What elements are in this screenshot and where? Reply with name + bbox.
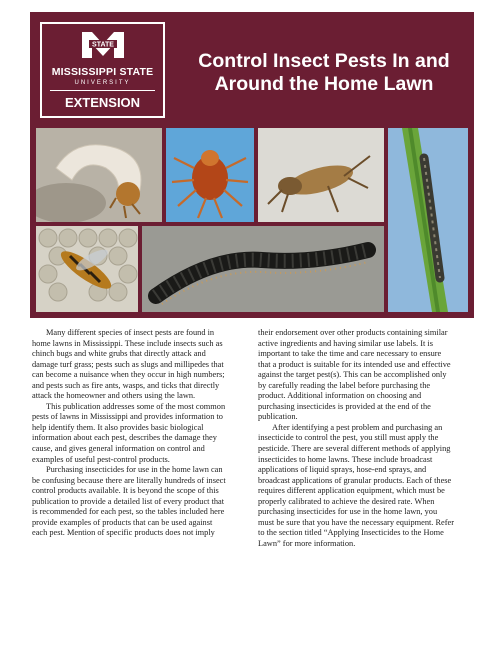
millipede-photo (142, 226, 384, 312)
emblem-text: STATE (92, 41, 114, 49)
paragraph: This publication addresses some of the most common pests of lawns in Mississippi and provides information to help identify them. It also provides basic biological information about each pest, describes the damage they cause, and gives general information on control and examples of useful pest-control products. (32, 401, 226, 464)
armyworm-photo (388, 128, 468, 312)
pest-photo-collage (30, 122, 474, 318)
paragraph: After identifying a pest problem and purchasing an insecticide to control the pest, you still must apply the pesticide. There are several different methods of applying insecticides to home lawns. These include broadcast applications of liquid sprays, hose-end sprays, and broadcast applications of granular products. Each of these requires different application equipment, which must be properly calibrated to achieve the desired rate. When purchasing insecticides for use in the home lawn, you must be sure that you have the necessary equipment. Refer to the section titled “Applying Insecticides to the Home Lawn” for more information. (258, 422, 455, 548)
page-title: Control Insect Pests In and Around the Home Lawn (198, 50, 450, 95)
university-subtitle: UNIVERSITY (74, 80, 131, 86)
body-column-right (258, 328, 454, 549)
tick-photo (166, 128, 254, 222)
extension-label: EXTENSION (64, 95, 141, 110)
logo-divider (50, 90, 155, 91)
mole-cricket-photo (258, 128, 384, 222)
paragraph: Many different species of insect pests are found in home lawns in Mississippi. These include insects such as chinch bugs and white grubs that directly attack and damage turf grass; pests such as slugs and millipedes that can become a nuisance when they occur in high numbers; and pests such as fire ants, wasps, and ticks that directly attack the homeowner and others using the lawn. (32, 328, 225, 401)
paragraph: Purchasing insecticides for use in the home lawn can be confusing because there are literally hundreds of insect control products available. It is beyond the scope of this publication to provide a detailed list of every product that is recommended for each pest, so the tables included here provide examples of products that can be used against each pest. Mention of specific products does not imply (32, 465, 226, 538)
body-column-left (32, 328, 228, 539)
header-banner (30, 12, 474, 122)
msu-extension-logo (40, 22, 165, 118)
university-name: MISSISSIPPI STATE (51, 66, 154, 78)
wasp-photo (36, 226, 138, 312)
white-grub-photo (36, 128, 162, 222)
msu-emblem-icon (80, 30, 126, 60)
paragraph-continued: their endorsement over other products containing similar active ingredients and having similar use labels. It is important to take the time and care necessary to ensure that a product is suitable for its intended use and effective against the target pest(s). This can be accomplished only by carefully reading the label before purchasing the product. Additional information on choosing and purchasing insecticides is provided at the end of the publication. (258, 328, 451, 422)
